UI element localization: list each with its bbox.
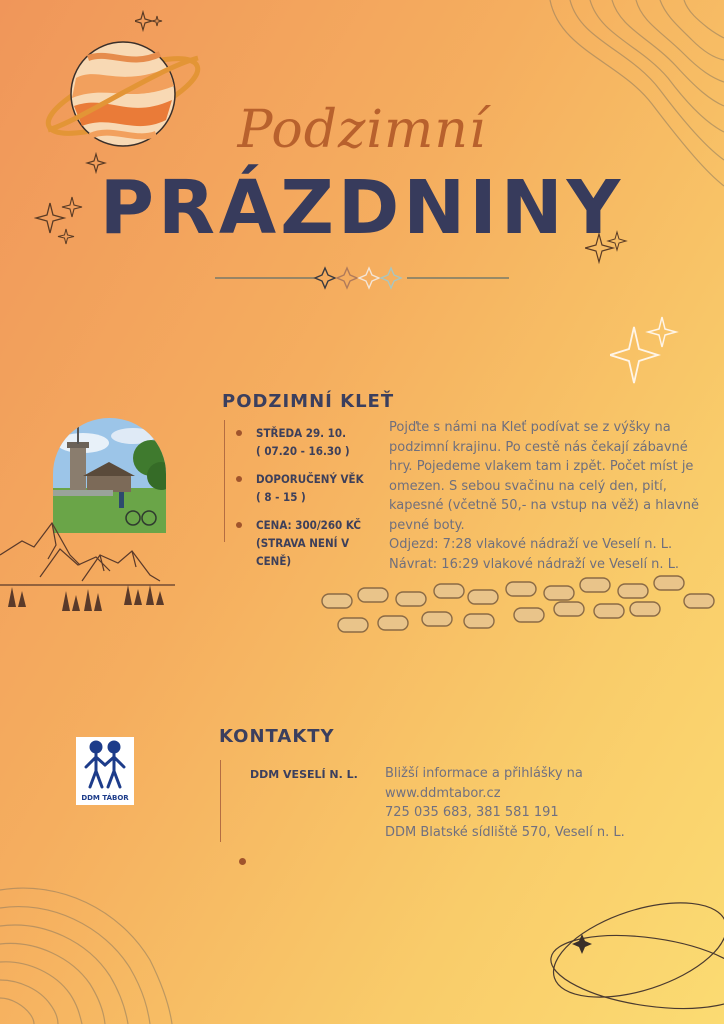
event-details-list [236, 424, 386, 580]
list-item [236, 424, 386, 460]
ddm-logo [76, 737, 134, 805]
contacts-heading: KONTAKTY [219, 726, 335, 747]
list-item [236, 470, 386, 506]
title-divider [215, 264, 509, 290]
contact-info [385, 764, 705, 842]
departure-text: Odjezd: 7:28 vlakové nádraží ve Veselí n. L. [389, 537, 673, 552]
event-price: CENA: 300/260 KČ (STRAVA NENÍ V CENĚ) [256, 518, 361, 568]
sparkle-icon [135, 10, 165, 34]
event-divider-line [224, 420, 225, 542]
contact-address: DDM Blatské sídliště 570, Veselí n. L. [385, 824, 625, 840]
title-main: PRÁZDNINY [99, 165, 625, 251]
return-text: Návrat: 16:29 vlakové nádraží ve Veselí n. L. [389, 556, 680, 572]
footprints-decoration [318, 572, 718, 638]
sparkle-icon [610, 315, 682, 391]
contacts-divider-line [220, 760, 221, 842]
event-description [389, 418, 707, 574]
contour-lines-decoration [540, 0, 724, 190]
contact-organization: DDM VESELÍ N. L. [250, 768, 358, 781]
description-text: Pojďte s námi na Kleť podívat se z výšky na podzimní krajinu. Po cestě nás čekají zábavné hry. Pojedeme vlakem tam i zpět. Počet míst je omezen. S sebou svačinu na celý den, pití, kapesné (včetně 50,- na vstup na věž) a hlavně pevné boty. [389, 420, 699, 533]
logo-text: DDM TÁBOR [81, 794, 129, 802]
list-item [236, 516, 386, 570]
event-heading: PODZIMNÍ KLEŤ [222, 391, 395, 412]
contact-line-info: Bližší informace a přihlášky na [385, 766, 583, 781]
mountains-illustration [0, 515, 175, 615]
decorative-dot [239, 858, 246, 865]
contact-phone: 725 035 683, 381 581 191 [385, 805, 559, 820]
contour-lines-decoration [0, 870, 200, 1024]
orbit-decoration [530, 880, 724, 1024]
event-date: STŘEDA 29. 10. ( 07.20 - 16.30 ) [256, 426, 350, 458]
contact-website-link[interactable]: www.ddmtabor.cz [385, 785, 501, 801]
event-age: DOPORUČENÝ VĚK ( 8 - 15 ) [256, 472, 364, 504]
title-script: Podzimní [237, 100, 487, 160]
